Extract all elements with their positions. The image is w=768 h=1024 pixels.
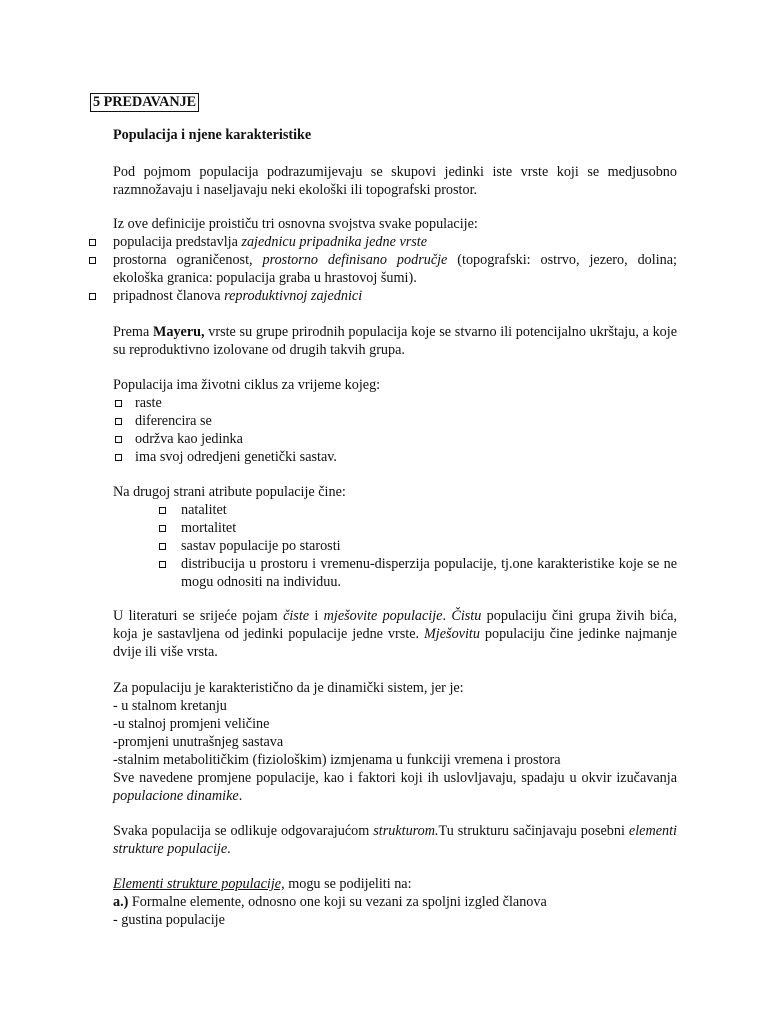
lifecycle-item: raste — [135, 394, 677, 412]
literature-paragraph: U literaturi se srijeće pojam čiste i mješovite populacije. Čistu populaciju čini grupa živih bića, koja je sastavljena od jedinki populacije jedne vrste. Mješovitu populaciju čine jedinke najmanje dvije ili više vrsta. — [113, 608, 677, 660]
section-title-text: Populacija i njene karakteristike — [113, 127, 312, 143]
elements-heading-line: Elementi strukture populacije, mogu se podijeliti na: — [113, 876, 412, 892]
definition-paragraph: Pod pojmom populacija podrazumijevaju se skupovi jedinki iste vrste koji se medjusobno razmnožavaju i naseljavaju neki ekološki ili topografski prostor. — [113, 164, 677, 198]
property-item: pripadnost članova reproduktivnoj zajednici — [113, 287, 677, 305]
properties-intro: Iz ove definicije proističu tri osnovna svojstva svake populacije: — [113, 216, 478, 232]
property-item: prostorna ograničenost, prostorno definisano područje (topografski: ostrvo, jezero, dolina; ekološka granica: populacija graba u hrastovoj šumi). — [113, 252, 677, 286]
lifecycle-item: ima svoj odredjeni genetički sastav. — [135, 448, 677, 466]
attribute-item: sastav populacije po starosti — [181, 537, 677, 555]
elements-a-label: a.) — [113, 894, 129, 910]
attribute-item: mortalitet — [181, 519, 677, 537]
dynamics-list-wrap — [113, 697, 677, 769]
elements-a-line: a.) Formalne elemente, odnosno one koji su vezani za spoljni izgled članova — [113, 894, 547, 910]
lifecycle-list — [113, 394, 677, 466]
dynamics-intro: Za populaciju je karakteristično da je dinamički sistem, jer je: — [113, 680, 464, 696]
attribute-item: distribucija u prostoru i vremenu-disperzija populacije, tj.one karakteristike koje se ne mogu odnositi na individuu. — [181, 556, 677, 590]
attributes-list — [181, 501, 677, 591]
section-title — [113, 126, 677, 144]
elements-heading: Elementi strukture populacije, — [113, 876, 285, 892]
attributes-intro: Na drugoj strani atribute populacije čine: — [113, 484, 346, 500]
attributes-list-wrap — [113, 501, 677, 591]
chapter-label: 5 PREDAVANJE — [90, 93, 199, 112]
dynamics-summary: Sve navedene promjene populacije, kao i faktori koji ih uslovljavaju, spadaju u okvir izučavanja populacione dinamike. — [113, 770, 677, 804]
properties-list-wrap — [113, 233, 677, 305]
lifecycle-item: diferencira se — [135, 412, 677, 430]
mayer-paragraph: Prema Mayeru, vrste su grupe prirodnih populacija koje se stvarno ili potencijalno ukrštaju, a koje su reproduktivno izolovane od drugih takvih grupa. — [113, 324, 677, 358]
lifecycle-list-wrap — [113, 394, 677, 466]
dynamics-item: - u stalnom kretanju — [113, 698, 227, 714]
lifecycle-item: održva kao jedinka — [135, 430, 677, 448]
lifecycle-intro: Populacija ima životni ciklus za vrijeme kojeg: — [113, 377, 381, 393]
dynamics-item: -u stalnoj promjeni veličine — [113, 716, 270, 732]
elements-item: - gustina populacije — [113, 912, 225, 928]
dynamics-item: -promjeni unutrašnjeg sastava — [113, 734, 284, 750]
property-item: populacija predstavlja zajednicu pripadnika jedne vrste — [113, 233, 677, 251]
dynamics-list — [113, 697, 677, 769]
dynamics-item: -stalnim metabolitičkim (fiziološkim) izmjenama u funkciji vremena i prostora — [113, 752, 561, 768]
attribute-item: natalitet — [181, 501, 677, 519]
structure-paragraph: Svaka populacija se odlikuje odgovarajućom strukturom.Tu strukturu sačinjavaju posebni elementi strukture populacije. — [113, 823, 677, 857]
properties-list — [113, 233, 677, 305]
